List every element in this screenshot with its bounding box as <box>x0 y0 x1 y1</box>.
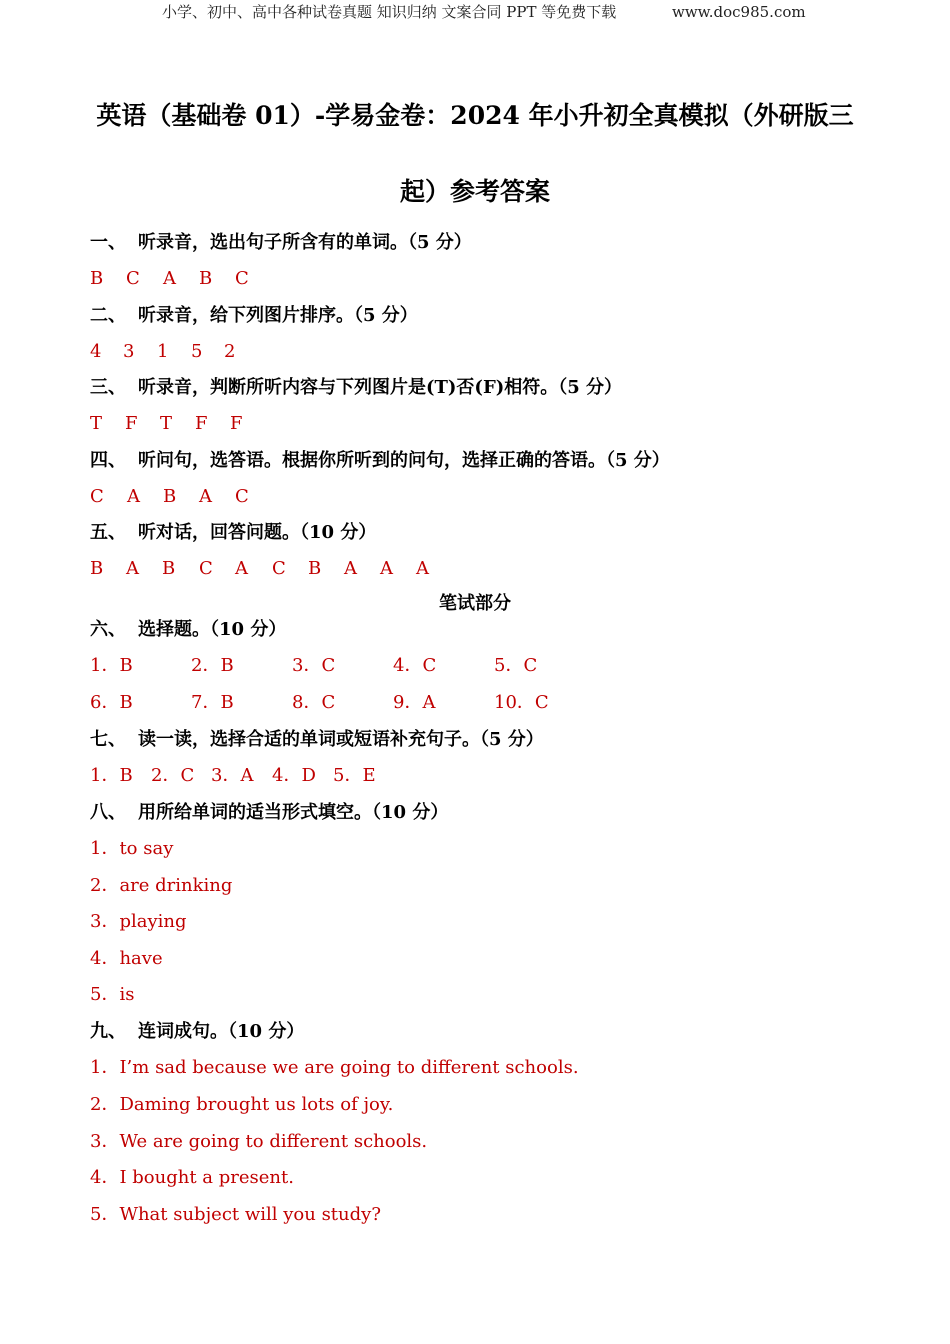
section-8-heading <box>90 800 448 826</box>
section-4-answers <box>90 484 249 510</box>
answer: 1．B <box>90 765 133 786</box>
answer: A <box>344 558 357 579</box>
section-7-answers <box>90 763 376 789</box>
section-9-answer: 3．We are going to different schools. <box>90 1131 428 1152</box>
section-9-heading <box>90 1019 304 1045</box>
section-2-answers <box>90 339 235 365</box>
section-7-heading <box>90 727 544 753</box>
section-number: 九、 <box>90 1021 126 1042</box>
section-number: 八、 <box>90 802 126 823</box>
answer: A <box>126 558 139 579</box>
section-instruction: 读一读，选择合适的单词或短语补充句子。（5 分） <box>138 729 544 750</box>
answer: 1．B <box>90 655 133 676</box>
answer: F <box>230 413 243 434</box>
section-1-answers <box>90 266 249 292</box>
answer: 5．C <box>494 655 538 676</box>
answer: C <box>90 486 104 507</box>
answer: B <box>90 268 104 289</box>
answer: A <box>127 486 140 507</box>
section-8-answer: 4．have <box>90 948 163 969</box>
section-5-answers <box>90 556 429 582</box>
answer: B <box>163 486 177 507</box>
section-instruction: 听录音，选出句子所含有的单词。（5 分） <box>138 232 472 253</box>
section-number: 一、 <box>90 232 126 253</box>
document-title-line-1: 英语（基础卷 01）-学易金卷：2024 年小升初全真模拟（外研版三 <box>96 101 854 130</box>
answer: T <box>160 413 173 434</box>
answer: F <box>125 413 138 434</box>
answer: 2．B <box>191 655 234 676</box>
written-part-label: 笔试部分 <box>439 593 511 614</box>
section-number: 三、 <box>90 377 126 398</box>
section-8-answer: 5．is <box>90 984 135 1005</box>
answer: C <box>199 558 213 579</box>
answer: F <box>195 413 208 434</box>
section-9-answer: 5．What subject will you study? <box>90 1204 381 1225</box>
section-8-answer: 3．playing <box>90 911 187 932</box>
answer: 5 <box>191 341 203 362</box>
section-number: 四、 <box>90 450 126 471</box>
section-6-heading <box>90 617 286 643</box>
section-9-answer: 4．I bought a present. <box>90 1167 294 1188</box>
answer: 3．C <box>292 655 336 676</box>
answer: C <box>235 268 249 289</box>
page-header <box>0 1 950 23</box>
answer: B <box>162 558 176 579</box>
answer: A <box>380 558 393 579</box>
answer: A <box>416 558 429 579</box>
section-instruction: 听问句，选答语。根据你所听到的问句，选择正确的答语。（5 分） <box>138 450 670 471</box>
section-2-heading <box>90 303 418 329</box>
section-5-heading <box>90 520 376 546</box>
answer: C <box>126 268 140 289</box>
section-instruction: 选择题。（10 分） <box>138 619 287 640</box>
answer: 4 <box>90 341 102 362</box>
answer: T <box>90 413 103 434</box>
section-instruction: 听对话，回答问题。（10 分） <box>138 522 377 543</box>
section-1-heading <box>90 230 472 256</box>
section-8-answer: 1．to say <box>90 838 174 859</box>
answer: 4．C <box>393 655 437 676</box>
answer: 4．D <box>272 765 316 786</box>
section-number: 六、 <box>90 619 126 640</box>
answer: 7．B <box>191 692 234 713</box>
answer: 2 <box>224 341 236 362</box>
answer: 2．C <box>151 765 195 786</box>
section-instruction: 听录音，判断所听内容与下列图片是(T)否(F)相符。（5 分） <box>138 377 623 398</box>
section-instruction: 用所给单词的适当形式填空。（10 分） <box>138 802 449 823</box>
section-8-answer: 2．are drinking <box>90 875 233 896</box>
answer: B <box>308 558 322 579</box>
answer: A <box>235 558 248 579</box>
answer: A <box>163 268 176 289</box>
answer: 3 <box>123 341 135 362</box>
answer: 6．B <box>90 692 133 713</box>
answer: 1 <box>157 341 169 362</box>
section-number: 七、 <box>90 729 126 750</box>
section-3-heading <box>90 375 622 401</box>
answer: C <box>272 558 286 579</box>
answer: B <box>90 558 104 579</box>
section-9-answer: 2．Daming brought us lots of joy. <box>90 1094 394 1115</box>
answer: 8．C <box>292 692 336 713</box>
section-4-heading <box>90 448 670 474</box>
answer: 9．A <box>393 692 436 713</box>
answer: 5．E <box>333 765 376 786</box>
header-url[interactable]: www.doc985.com <box>672 3 806 21</box>
answer: 3．A <box>211 765 254 786</box>
answer: B <box>199 268 213 289</box>
section-3-answers <box>90 411 243 437</box>
answer: 10．C <box>494 692 549 713</box>
document-title-line-2: 起）参考答案 <box>399 177 550 206</box>
answer: A <box>199 486 212 507</box>
section-6-answers-row-1 <box>90 653 595 679</box>
section-instruction: 连词成句。（10 分） <box>138 1021 305 1042</box>
section-9-answer: 1．I’m sad because we are going to different schools. <box>90 1057 579 1078</box>
section-6-answers-row-2 <box>90 690 595 716</box>
section-instruction: 听录音，给下列图片排序。（5 分） <box>138 305 418 326</box>
answer: C <box>235 486 249 507</box>
section-number: 二、 <box>90 305 126 326</box>
header-left-text: 小学、初中、高中各种试卷真题 知识归纳 文案合同 PPT 等免费下载 <box>162 3 617 21</box>
section-number: 五、 <box>90 522 126 543</box>
